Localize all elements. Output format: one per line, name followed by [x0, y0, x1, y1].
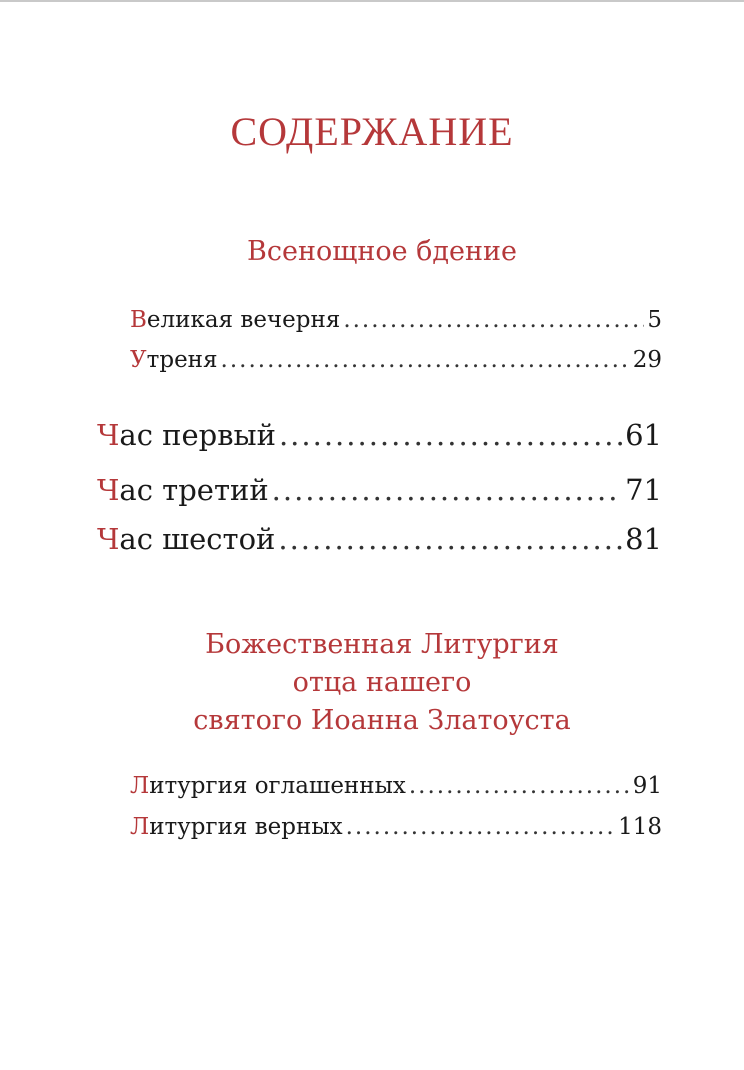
- section-heading-liturgy: [0, 626, 744, 740]
- toc-entry-label: [97, 522, 275, 556]
- toc-entry-text: ас первый: [119, 418, 276, 452]
- toc-entry-text: итургия верных: [149, 814, 343, 840]
- toc-entry-label: [130, 307, 340, 333]
- page-title: СОДЕРЖАНИЕ: [230, 109, 514, 154]
- toc-entry-label: [97, 418, 276, 452]
- toc-entry-text: треня: [146, 347, 218, 373]
- toc-entry-label: [130, 773, 406, 799]
- page-top-border: [0, 0, 744, 2]
- page-number: 118: [618, 814, 662, 840]
- drop-initial: Ч: [97, 418, 120, 452]
- page-number: 29: [632, 347, 662, 373]
- page-number: 91: [632, 773, 662, 799]
- dot-leader: [278, 522, 622, 556]
- toc-entry-label: [130, 347, 218, 373]
- dot-leader: [343, 307, 644, 333]
- toc-entry[interactable]: [130, 773, 662, 799]
- section-heading-vigil: Всенощное бдение: [247, 236, 517, 267]
- dot-leader: [221, 347, 630, 373]
- page-number: 71: [625, 473, 662, 507]
- toc-entry[interactable]: [130, 814, 662, 840]
- toc-entry-text: итургия оглашенных: [149, 773, 406, 799]
- toc-entry-label: [97, 473, 269, 507]
- toc-entry-text: ас шестой: [119, 522, 276, 556]
- toc-entry-text: еликая вечерня: [146, 307, 341, 333]
- page-number: 61: [625, 418, 662, 452]
- toc-entry-text: ас третий: [119, 473, 269, 507]
- page-number: 5: [647, 307, 662, 333]
- dot-leader: [272, 473, 622, 507]
- toc-entry[interactable]: [97, 522, 662, 556]
- dot-leader: [409, 773, 630, 799]
- toc-entry[interactable]: [130, 347, 662, 373]
- drop-initial: В: [130, 307, 147, 333]
- drop-initial: У: [130, 347, 147, 373]
- toc-entry-label: [130, 814, 343, 840]
- drop-initial: Л: [130, 773, 150, 799]
- toc-entry[interactable]: [97, 473, 662, 507]
- section-heading-line: отца нашего: [292, 667, 472, 698]
- drop-initial: Ч: [97, 522, 120, 556]
- dot-leader: [346, 814, 615, 840]
- toc-entry[interactable]: [97, 418, 662, 452]
- dot-leader: [279, 418, 622, 452]
- section-heading-line: Божественная Литургия: [205, 629, 559, 660]
- section-heading-line: святого Иоанна Златоуста: [193, 705, 571, 736]
- drop-initial: Ч: [97, 473, 120, 507]
- page-number: 81: [625, 522, 662, 556]
- drop-initial: Л: [130, 814, 150, 840]
- toc-entry[interactable]: [130, 307, 662, 333]
